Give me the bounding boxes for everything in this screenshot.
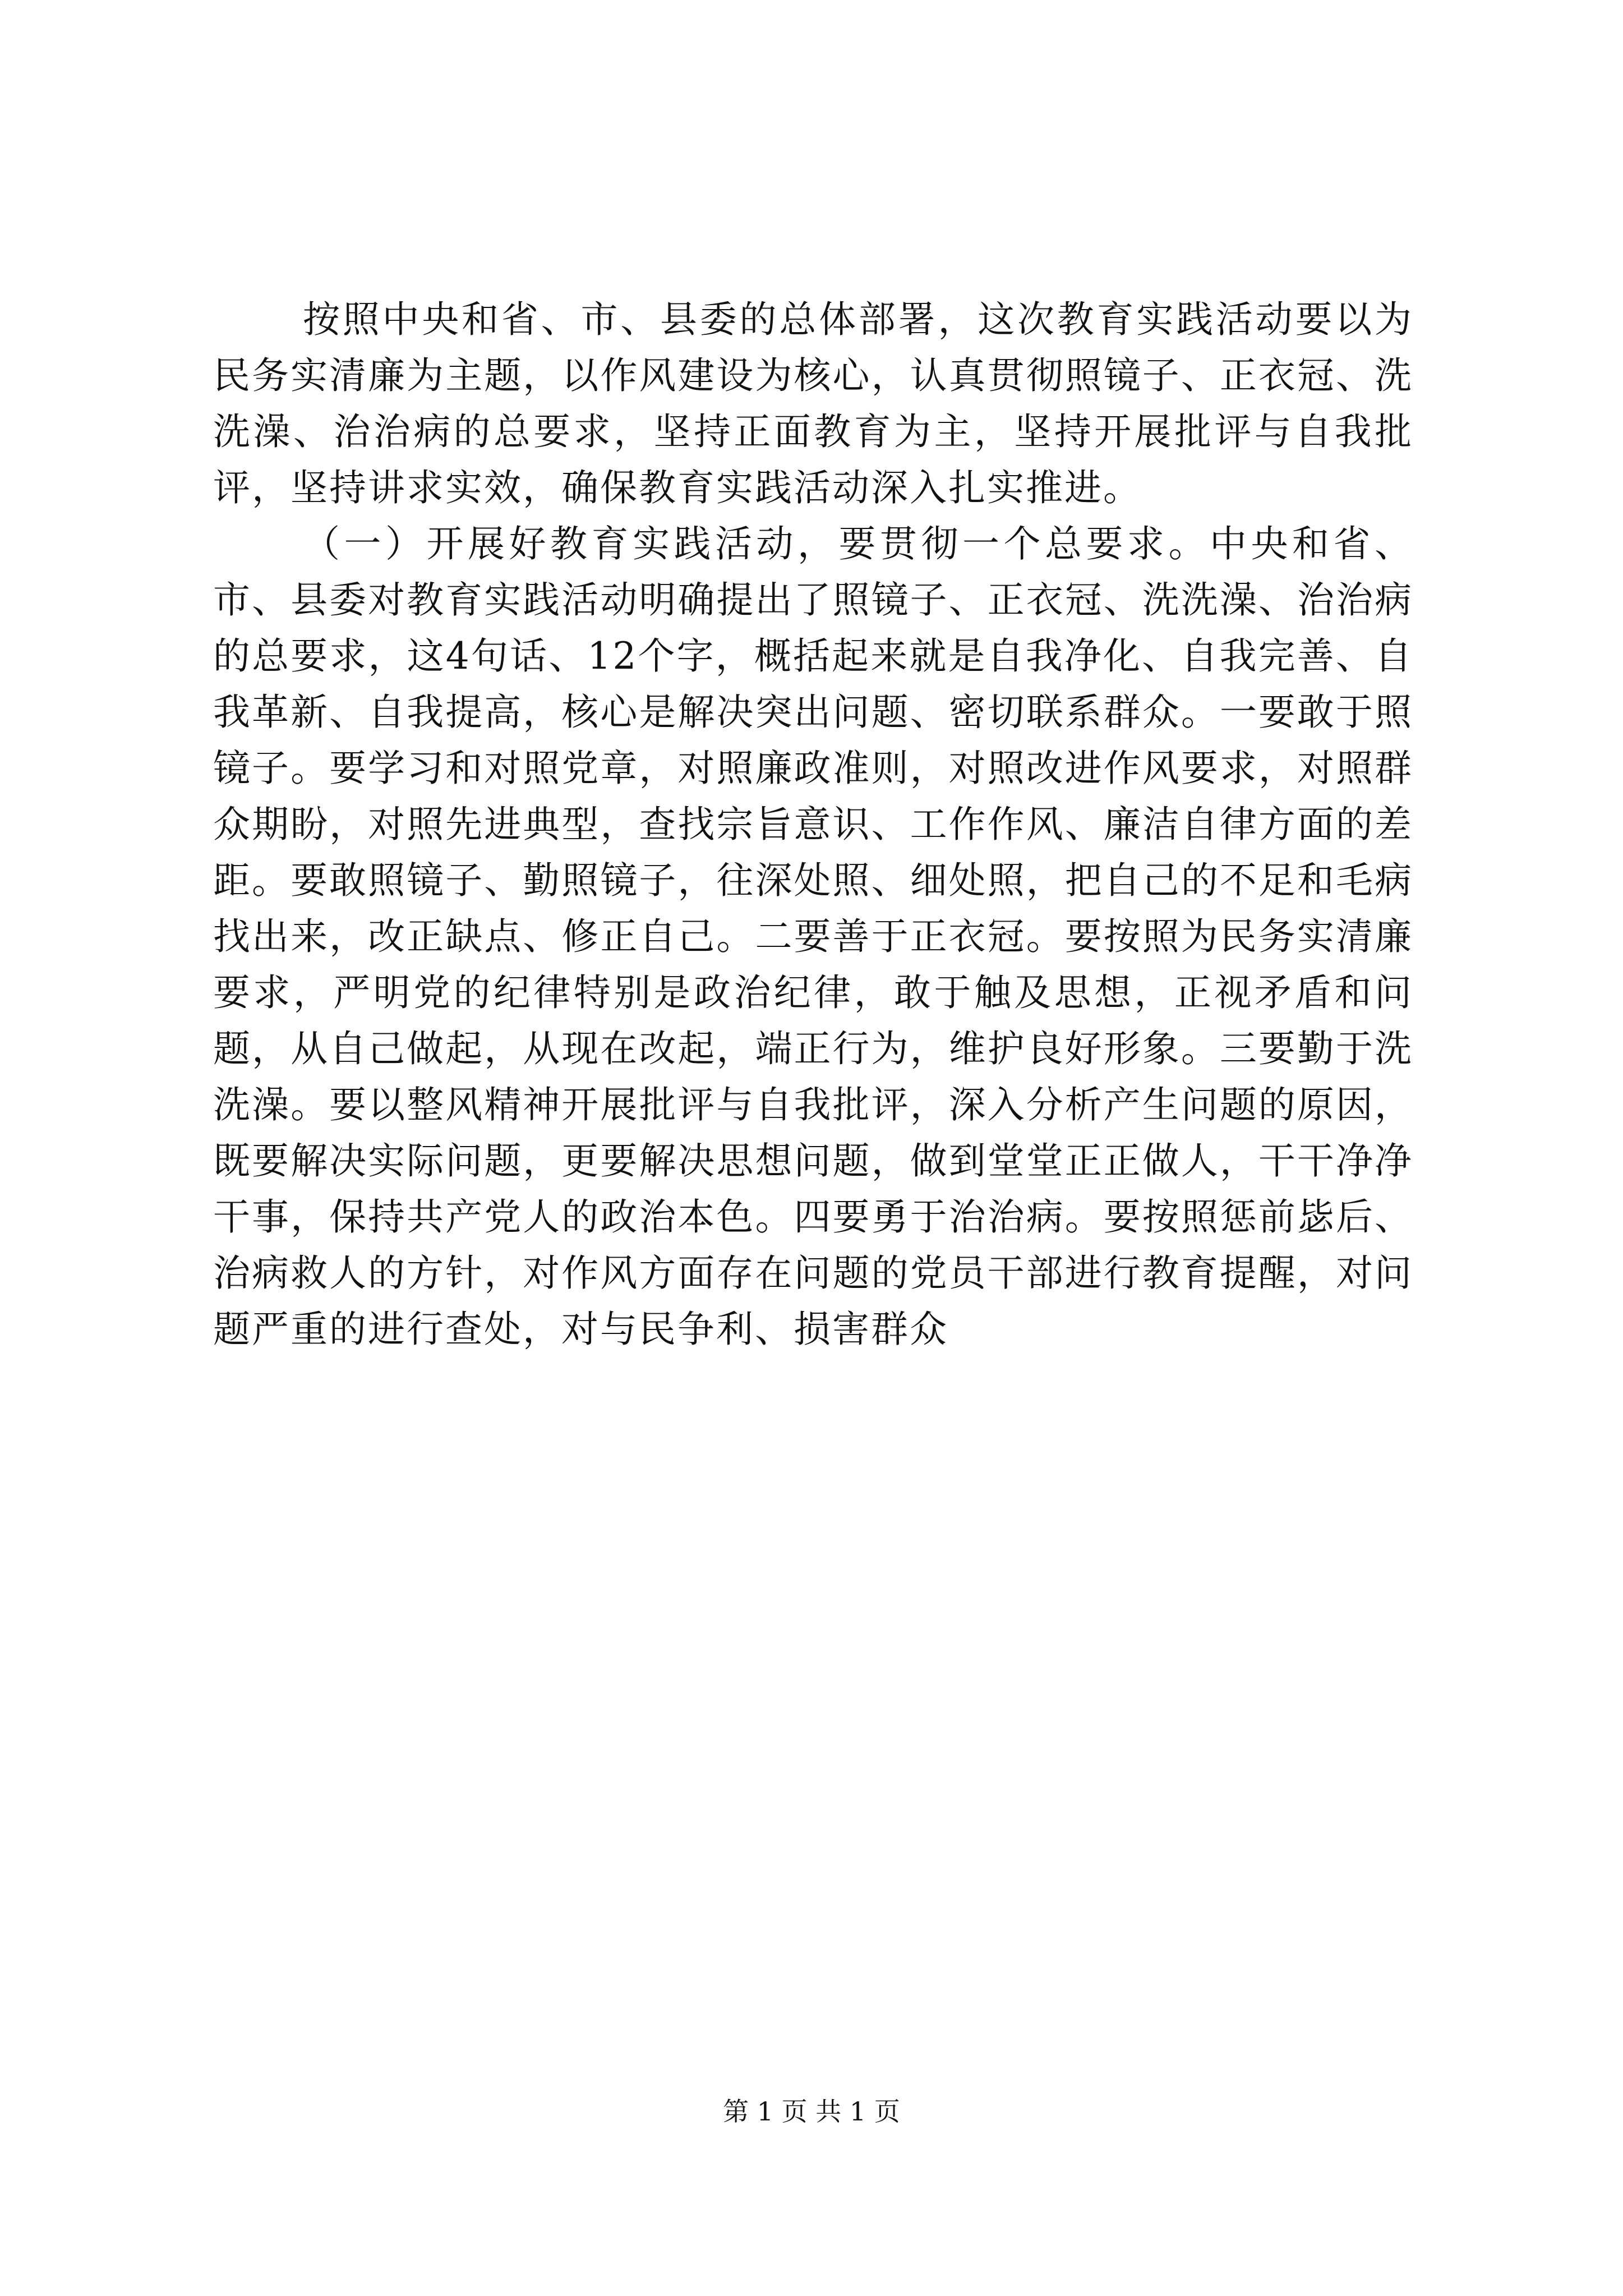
page-footer: 第 1 页 共 1 页 [723,2096,900,2127]
paragraph-2: （一）开展好教育实践活动，要贯彻一个总要求。中央和省、市、县委对教育实践活动明确提出了照镜子、正衣冠、洗洗澡、治治病的总要求，这4句话、12个字，概括起来就是自我净化、自我完善、自我革新、自我提高，核心是解决突出问题、密切联系群众。一要敢于照镜子。要学习和对照党章，对照廉政准则，对照改进作风要求，对照群众期盼，对照先进典型，查找宗旨意识、工作作风、廉洁自律方面的差距。要敢照镜子、勤照镜子，往深处照、细处照，把自己的不足和毛病找出来，改正缺点、修正自己。二要善于正衣冠。要按照为民务实清廉要求，严明党的纪律特别是政治纪律，敢于触及思想，正视矛盾和问题，从自己做起，从现在改起，端正行为，维护良好形象。三要勤于洗洗澡。要以整风精神开展批评与自我批评，深入分析产生问题的原因，既要解决实际问题，更要解决思想问题，做到堂堂正正做人，干干净净干事，保持共产党人的政治本色。四要勇于治治病。要按照惩前毖后、治病救人的方针，对作风方面存在问题的党员干部进行教育提醒，对问题严重的进行查处，对与民争利、损害群众 [213,522,1413,1351]
document-body [213,292,1413,1358]
paragraph-1: 按照中央和省、市、县委的总体部署，这次教育实践活动要以为民务实清廉为主题，以作风建设为核心，认真贯彻照镜子、正衣冠、洗洗澡、治治病的总要求，坚持正面教育为主，坚持开展批评与自我批评，坚持讲求实效，确保教育实践活动深入扎实推进。 [213,298,1413,509]
